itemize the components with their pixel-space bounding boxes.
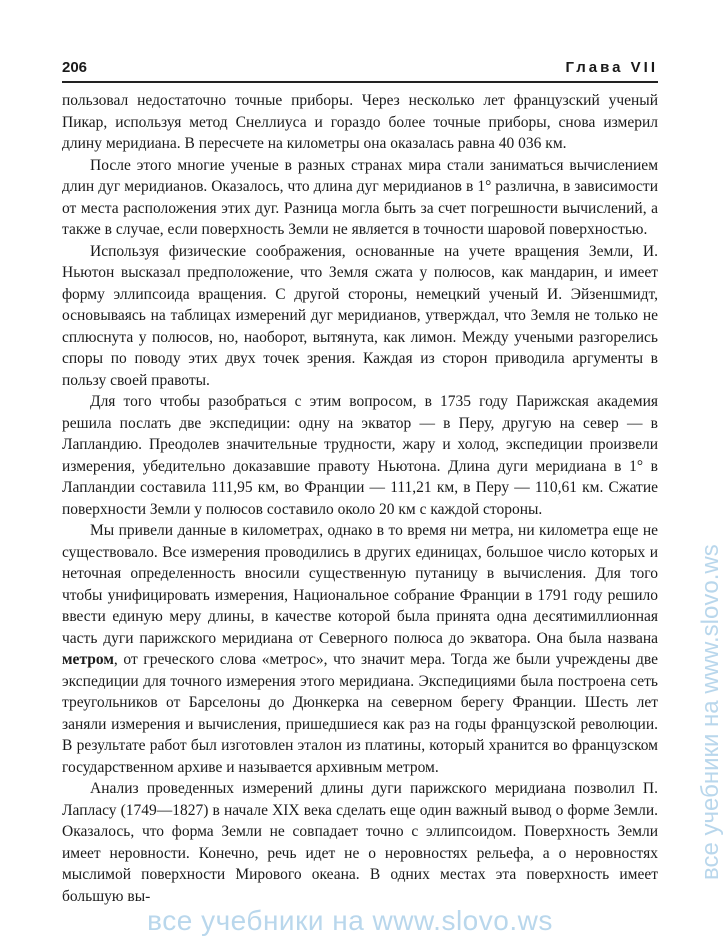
side-watermark-text: все учебники на www.slovo.ws: [697, 544, 724, 880]
chapter-title: Глава VII: [565, 59, 658, 76]
side-watermark: [672, 100, 724, 880]
paragraph-6: Анализ проведенных измерений длины дуги парижского меридиана позволил П. Лапласу (1749—1827) в начале XIX века сделать еще один важный вывод о форме Земли. Оказалось, что форма Земли не совпадает точно с эллипсоидом. Поверхность Земли имеет неровности. Конечно, речь идет не о неровностях рельефа, а о неровностях мыслимой поверхности Мирового океана. В одних местах эта поверхность имеет большую вы-: [62, 780, 658, 905]
paragraph-5-start: Мы привели данные в километрах, однако в то время ни метра, ни километра еще не существовало. Все измерения проводились в других единицах, большое число которых и неточная определенность вносили существенную путаницу в вычисления. Для того чтобы унифицировать измерения, Национальное собрание Франции в 1791 году решило ввести единую меру длины, в качестве которой была принята одна десятимиллионная часть дуги парижского меридиана от Северного полюса до экватора. Она была названа: [62, 522, 658, 647]
paragraph-5: [62, 520, 658, 778]
paragraph-4: Для того чтобы разобраться с этим вопросом, в 1735 году Парижская академия решила послать две экспедиции: одну на экватор — в Перу, другую на север — в Лапландию. Преодолев значительные трудности, жару и холод, экспедиции произвели измерения, убедительно доказавшие правоту Ньютона. Длина дуги меридиана в 1° в Лапландии составила 111,95 км, во Франции — 111,21 км, в Перу — 110,61 км. Сжатие поверхности Земли у полюсов составило около 20 км с каждой стороны.: [62, 393, 658, 518]
paragraph-3: Используя физические соображения, основанные на учете вращения Земли, И. Ньютон высказал предположение, что Земля сжата у полюсов, как мандарин, и имеет форму эллипсоида вращения. С другой стороны, немецкий ученый И. Эйзеншмидт, основываясь на таблицах измерений дуг меридианов, утверждал, что Земля не только не сплюснута у полюсов, но, наоборот, вытянута, как лимон. Между учеными разгорелись споры по поводу этих двух точек зрения. Каждая из сторон приводила аргументы в пользу своей правоты.: [62, 242, 658, 389]
page-header: [62, 59, 658, 83]
body-text: [62, 90, 658, 907]
paragraph-2: После этого многие ученые в разных странах мира стали заниматься вычислением длин дуг меридианов. Оказалось, что длина дуг меридианов в 1° различна, в зависимости от места расположения этих дуг. Разница могла быть за счет погрешности вычислений, а также в случае, если поверхность Земли не является в точности шаровой поверхностью.: [62, 156, 658, 238]
page-number: 206: [62, 59, 88, 76]
term-metre: метром: [62, 651, 114, 668]
paragraph-1: пользовал недостаточно точные приборы. Через несколько лет французский ученый Пикар, используя метод Снеллиуса и гораздо более точные приборы, снова измерил длину меридиана. В пересчете на километры она оказалась равна 40 036 км.: [62, 92, 658, 152]
bottom-watermark: все учебники на www.slovo.ws: [147, 905, 553, 936]
paragraph-5-end: , от греческого слова «метрос», что значит мера. Тогда же были учреждены две экспедиции для точного измерения этого меридиана. Экспедициями была построена сеть треугольников от Барселоны до Дюнкерка на северном берегу Франции. Шесть лет заняли измерения и вычисления, пришедшиеся как раз на годы французской революции. В результате работ был изготовлен эталон из платины, который хранится во французском государственном архиве и называется архивным метром.: [62, 651, 658, 776]
